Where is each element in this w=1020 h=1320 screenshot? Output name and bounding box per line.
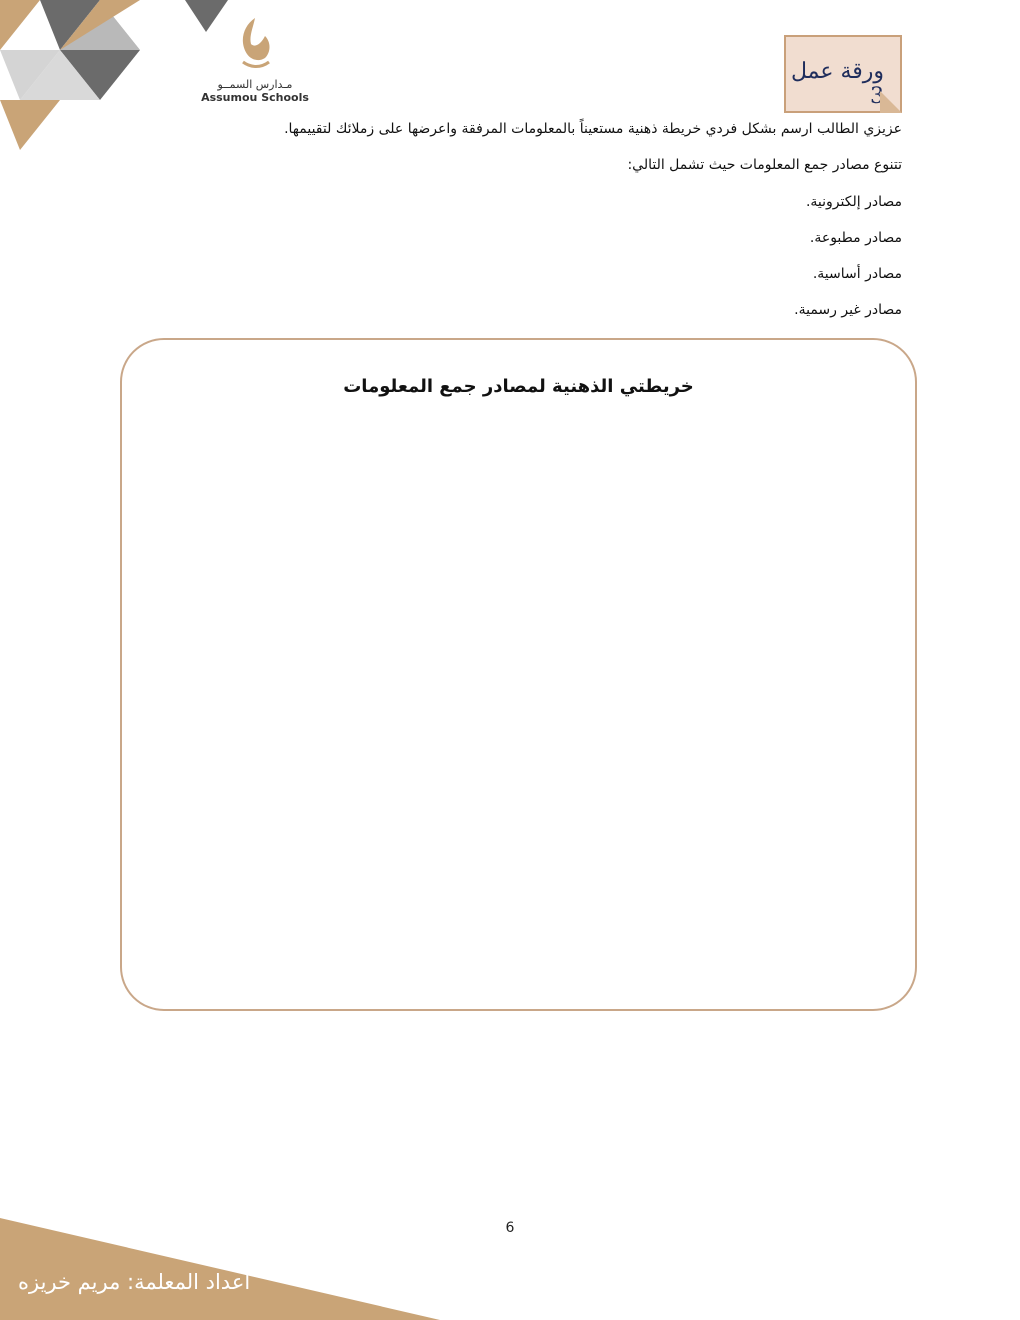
logo-name-english: Assumou Schools — [201, 91, 309, 104]
worksheet-tag-label: ورقة عمل 3 — [790, 59, 884, 109]
footer-band — [0, 1210, 1020, 1320]
instruction-line-1: عزيزي الطالب ارسم بشكل فردي خريطة ذهنية مستعيناً بالمعلومات المرفقة واعرضها على زملائك لتقييمها. — [284, 121, 902, 137]
mindmap-drawing-area[interactable] — [120, 338, 917, 1011]
tag-fold-corner — [880, 91, 902, 113]
worksheet-tag — [784, 35, 902, 113]
instruction-line-2: تتنوع مصادر جمع المعلومات حيث تشمل التالي: — [627, 157, 902, 173]
page-number: 6 — [505, 1220, 515, 1236]
school-logo — [200, 14, 310, 109]
source-item: مصادر أساسية. — [812, 266, 902, 282]
logo-name-arabic: مـدارس السمــو — [217, 78, 293, 91]
source-item: مصادر غير رسمية. — [794, 302, 902, 318]
logo-emblem-icon — [225, 14, 285, 72]
mindmap-title: خريطتي الذهنية لمصادر جمع المعلومات — [343, 376, 694, 397]
source-item: مصادر إلكترونية. — [805, 194, 902, 210]
prepared-by-text: أعداد المعلمة: مريم خريزه — [18, 1270, 251, 1294]
source-item: مصادر مطبوعة. — [809, 230, 902, 246]
